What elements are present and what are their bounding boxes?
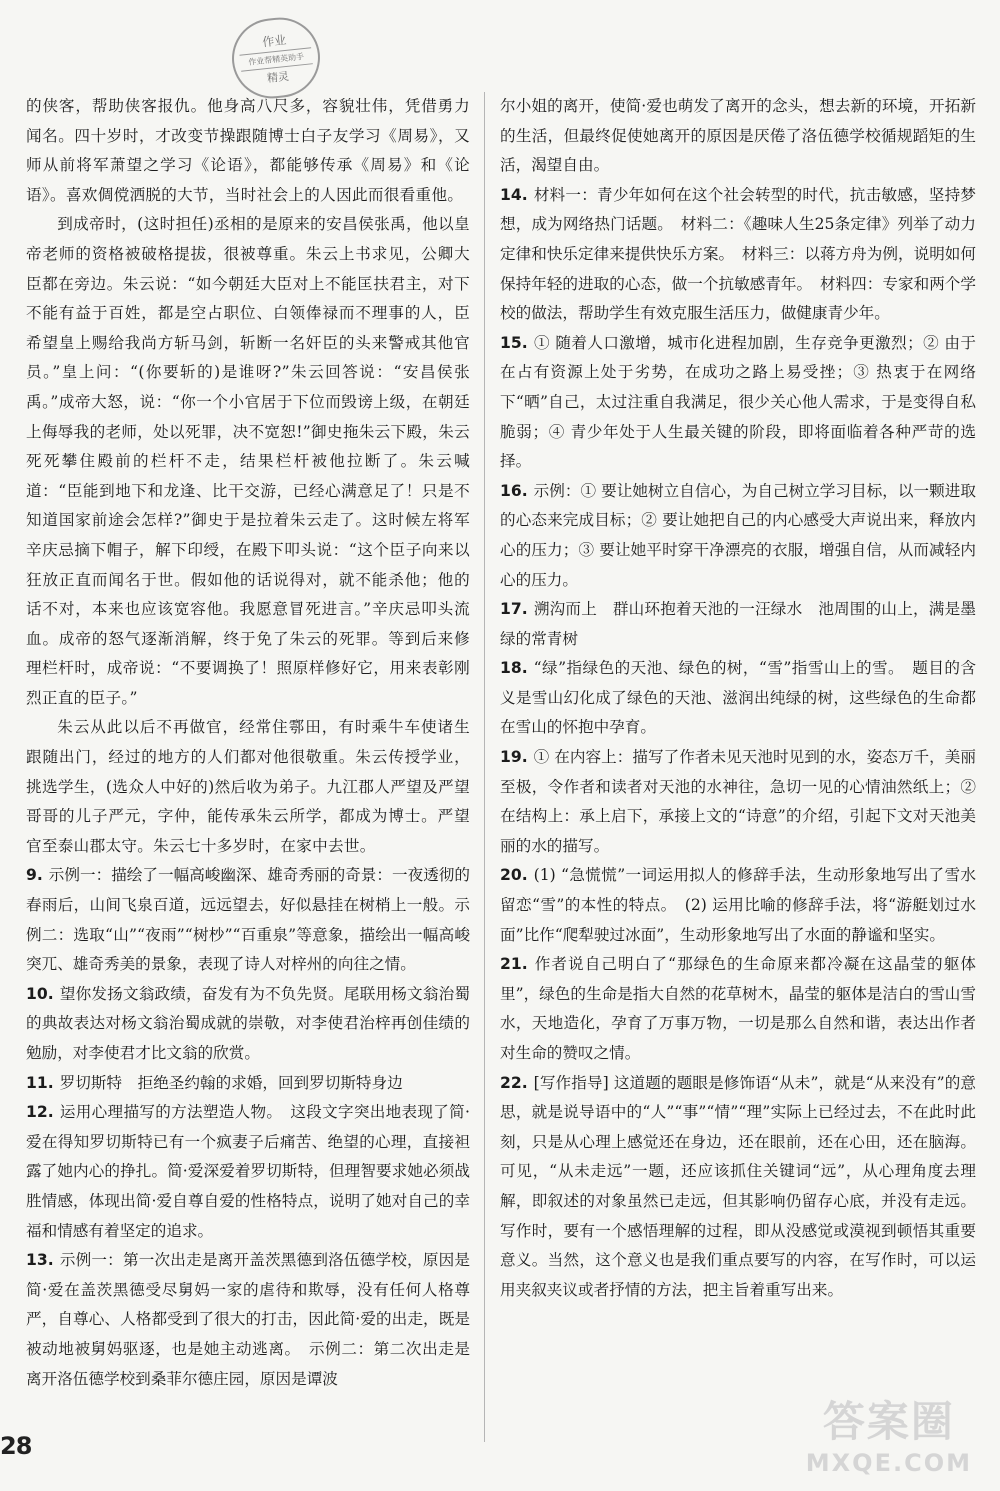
stamp-line1: 作业 <box>261 32 287 50</box>
answer-text: 作者说自己明白了“那绿色的生命原来都冷凝在这晶莹的躯体里”，绿色的生命是指大自然的花草树木，晶莹的躯体是洁白的雪山雪水，天地造化，孕育了万事万物，一切是那么自然和谐，表达出作者对生命的赞叹之情。 <box>500 955 976 1062</box>
paragraph <box>26 713 470 861</box>
answer-item <box>500 1069 976 1306</box>
question-number: 20. <box>500 866 528 885</box>
question-number: 13. <box>26 1251 54 1270</box>
answer-item <box>26 1069 470 1099</box>
answer-text: [写作指导] 这道题的题眼是修饰语“从未”，就是“从来没有”的意思，就是说导语中的“人”“事”“情”“理”实际上已经过去，不在此时此刻，只是从心理上感觉还在身边，还在眼前，还在心田，还在脑海。可见，“从未走远”一题，还应该抓住关键词“远”，从心理角度去理解，即叙述的对象虽然已走远，但其影响仍留存心底，并没有走远。写作时，要有一个感悟理解的过程，即从没感觉或漠视到顿悟其重要意义。当然，这个意义也是我们重点要写的内容，在写作时，可以运用夹叙夹议或者抒情的方法，把主旨着重写出来。 <box>500 1073 976 1299</box>
paragraph <box>500 92 976 181</box>
answer-text: 溯沟而上 群山环抱着天池的一汪绿水 池周围的山上，满是墨绿的常青树 <box>500 600 976 648</box>
answer-text: 材料一：青少年如何在这个社会转型的时代，抗击敏感，坚持梦想，成为网络热门话题。 材料二：《趣味人生25条定律》列举了动力定律和快乐定律来提供快乐方案。 材料三：以蒋方舟为例，说明如何保持年轻的进取的心态，做一个抗敏感青年。 材料四：专家和两个学校的做法，帮助学生有效克服生活压力，做健康青少年。 <box>500 185 976 323</box>
answer-text: 运用心理描写的方法塑造人物。 这段文字突出地表现了简·爱在得知罗切斯特已有一个疯妻子后痛苦、绝望的心理，直接袒露了她内心的挣扎。简·爱深爱着罗切斯特，但理智要求她必须战胜情感，体现出简·爱自尊自爱的性格特点，说明了她对自己的幸福和情感有着坚定的追求。 <box>26 1103 470 1240</box>
question-number: 12. <box>26 1103 54 1122</box>
right-column <box>500 92 976 1305</box>
stamp-line2: 作业帮精英助手 <box>239 47 312 71</box>
page-number: 28 <box>0 1432 32 1460</box>
question-number: 9. <box>26 866 43 885</box>
answer-item <box>500 477 976 595</box>
answer-text: 到成帝时，(这时担任)丞相的是原来的安昌侯张禹，他以皇帝老师的资格被破格提拔，很被尊重。朱云上书求见，公卿大臣都在旁边。朱云说：“如今朝廷大臣对上不能匡扶君主，对下不能有益于百姓，都是空占职位、白领俸禄而不理事的人，臣希望皇上赐给我尚方斩马剑，斩断一名奸臣的头来警戒其他官员。”皇上问：“(你要斩的)是谁呀?”朱云回答说：“安昌侯张禹。”成帝大怒，说：“你一个小官居于下位而毁谤上级，在朝廷上侮辱我的老师，处以死罪，决不宽恕!”御史拖朱云下殿，朱云死死攀住殿前的栏杆不走，结果栏杆被他拉断了。朱云喊道：“臣能到地下和龙逢、比干交游，已经心满意足了！只是不知道国家前途会怎样?”御史于是拉着朱云走了。这时候左将军辛庆忌摘下帽子，解下印绶，在殿下叩头说：“这个臣子向来以狂放正直而闻名于世。假如他的话说得对，就不能杀他；他的话不对，本来也应该宽容他。我愿意冒死进言。”辛庆忌叩头流血。成帝的怒气逐渐消解，终于免了朱云的死罪。等到后来修理栏杆时，成帝说：“不要调换了！照原样修好它，用来表彰刚烈正直的臣子。” <box>26 215 470 707</box>
question-number: 15. <box>500 333 528 352</box>
question-number: 18. <box>500 659 528 678</box>
answer-item <box>500 654 976 743</box>
answer-item <box>26 861 470 979</box>
answer-item <box>500 329 976 477</box>
answer-item <box>26 1246 470 1394</box>
question-number: 17. <box>500 600 528 619</box>
answer-text: 朱云从此以后不再做官，经常住鄠田，有时乘牛车使诸生跟随出门，经过的地方的人们都对他很敬重。朱云传授学业，挑选学生，(选众人中好的)然后收为弟子。九江郡人严望及严望哥哥的儿子严元，字仲，能传承朱云所学，都成为博士。严望官至泰山郡太守。朱云七十多岁时，在家中去世。 <box>26 718 470 855</box>
question-number: 11. <box>26 1073 54 1092</box>
answer-item <box>500 743 976 861</box>
answer-item <box>500 595 976 654</box>
answer-text: 示例：① 要让她树立自信心，为自己树立学习目标，以一颗进取的心态来完成目标；② 要让她把自己的内心感受大声说出来，释放内心的压力；③ 要让她平时穿干净漂亮的衣服，增强自信，从而减轻内心的压力。 <box>500 481 976 589</box>
answer-text: “绿”指绿色的天池、绿色的树，“雪”指雪山上的雪。 题目的含义是雪山幻化成了绿色的天池、滋润出纯绿的树，这些绿色的生命都在雪山的怀抱中孕育。 <box>500 659 976 737</box>
stamp <box>228 14 324 103</box>
paragraph <box>26 210 470 713</box>
answer-item <box>500 950 976 1068</box>
paragraph <box>26 92 470 210</box>
question-number: 22. <box>500 1073 528 1092</box>
answer-text: 望你发扬文翁政绩，奋发有为不负先贤。尾联用杨文翁治蜀的典故表达对杨文翁治蜀成就的崇敬，对李使君治梓再创佳绩的勉励，对李使君才比文翁的欣赏。 <box>26 984 470 1062</box>
answer-text: ① 随着人口激增，城市化进程加剧，生存竞争更激烈；② 由于在占有资源上处于劣势，在成功之路上易受挫；③ 热衷于在网络下“晒”自己，太过注重自我满足，很少关心他人需求，于是变得自私脆弱；④ 青少年处于人生最关键的阶段，即将面临着各种严苛的选择。 <box>500 333 976 471</box>
answer-item <box>500 181 976 329</box>
question-number: 19. <box>500 748 528 767</box>
answer-text: 罗切斯特 拒绝圣约翰的求婚，回到罗切斯特身边 <box>59 1073 403 1092</box>
question-number: 10. <box>26 984 54 1003</box>
question-number: 16. <box>500 481 528 500</box>
answer-text: 尔小姐的离开，使简·爱也萌发了离开的念头，想去新的环境，开拓新的生活，但最终促使她离开的原因是厌倦了洛伍德学校循规蹈矩的生活，渴望自由。 <box>500 97 976 175</box>
answer-item <box>26 1098 470 1246</box>
answer-text: ① 在内容上：描写了作者未见天池时见到的水，姿态万千，美丽至极，令作者和读者对天池的水神往，急切一见的心情油然纸上；② 在结构上：承上启下，承接上文的“诗意”的介绍，引起下文对天池美丽的水的描写。 <box>500 748 976 855</box>
left-column <box>26 92 470 1394</box>
answer-text: (1) “急慌慌”一词运用拟人的修辞手法，生动形象地写出了雪水留恋“雪”的本性的特点。 (2) 运用比喻的修辞手法，将“游艇划过水面”比作“爬犁驶过冰面”，生动形象地写出了水面的静谧和坚实。 <box>500 866 976 944</box>
answer-text: 示例一：描绘了一幅高峻幽深、雄奇秀丽的奇景：一夜透彻的春雨后，山间飞泉百道，远远望去，好似悬挂在树梢上一般。示例二：选取“山”“夜雨”“树杪”“百重泉”等意象，描绘出一幅高峻突兀、雄奇秀美的景象，表现了诗人对梓州的向往之情。 <box>26 866 470 974</box>
watermark-logo: 答案圈 <box>822 1397 955 1446</box>
answer-item <box>26 980 470 1069</box>
question-number: 14. <box>500 185 528 204</box>
answer-text: 示例一：第一次出走是离开盖茨黑德到洛伍德学校，原因是简·爱在盖茨黑德受尽舅妈一家的虐待和欺辱，没有任何人格尊严，自尊心、人格都受到了很大的打击，因此简·爱的出走，既是被动地被舅妈驱逐，也是她主动逃离。 示例二：第二次出走是离开洛伍德学校到桑菲尔德庄园，原因是谭波 <box>26 1251 470 1388</box>
watermark-url: MXQE.COM <box>805 1449 972 1477</box>
question-number: 21. <box>500 955 528 974</box>
answer-text: 的侠客，帮助侠客报仇。他身高八尺多，容貌壮伟，凭借勇力闻名。四十岁时，才改变节操跟随博士白子友学习《周易》，又师从前将军萧望之学习《论语》，都能够传承《周易》和《论语》。喜欢倜傥洒脱的大节，当时社会上的人因此而很看重他。 <box>26 97 470 204</box>
watermark <box>806 1389 972 1477</box>
stamp-line3: 精灵 <box>266 69 290 86</box>
answer-item <box>500 861 976 950</box>
column-divider <box>484 92 485 1442</box>
